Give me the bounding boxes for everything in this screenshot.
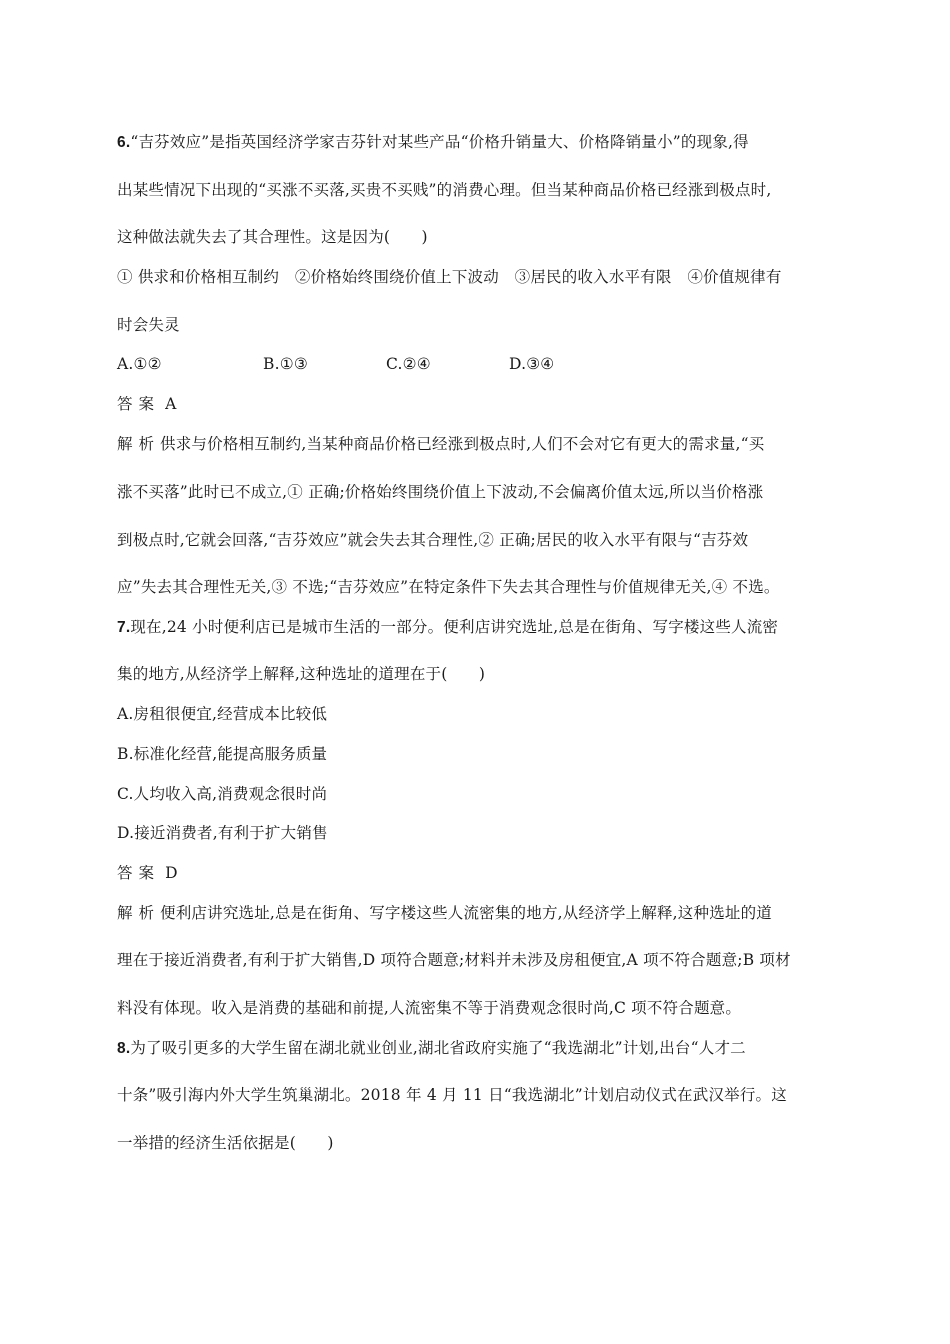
q6-analysis-text-1: 供求与价格相互制约,当某种商品价格已经涨到极点时,人们不会对它有更大的需求量,“买 (160, 435, 765, 453)
q6-stem-3: 这种做法就失去了其合理性。这是因为( ) (117, 228, 428, 246)
q6-answer-value: A (165, 395, 177, 413)
q7-answer-value: D (165, 864, 178, 882)
q6-answer (117, 394, 838, 414)
q7-analysis-2: 理在于接近消费者,有利于扩大销售,D 项符合题意;材料并未涉及房租便宜,A 项不符合题意;B 项材 (117, 951, 791, 969)
q7-analysis-label: 解析 (117, 904, 161, 922)
q6-statements-1: ① 供求和价格相互制约 ②价格始终围绕价值上下波动 ③居民的收入水平有限 ④价值规律有 (117, 268, 782, 286)
q6-analysis-label: 解析 (117, 435, 161, 453)
q7-stem-2: 集的地方,从经济学上解释,这种选址的道理在于( ) (117, 665, 486, 683)
q7-option-b: B.标准化经营,能提高服务质量 (117, 745, 328, 763)
q6-analysis-3: 到极点时,它就会回落,“吉芬效应”就会失去其合理性,② 正确;居民的收入水平有限与“吉芬效 (117, 531, 749, 549)
q7-analysis-text-1: 便利店讲究选址,总是在街角、写字楼这些人流密集的地方,从经济学上解释,这种选址的道 (160, 904, 772, 922)
q8-number: 8. (117, 1040, 131, 1057)
q8-stem-3: 一举措的经济生活依据是( ) (117, 1134, 334, 1152)
q6-option-c: C.②④ (386, 355, 431, 373)
q6-option-a: A.①② (117, 355, 162, 373)
q7-analysis-3: 料没有体现。收入是消费的基础和前提,人流密集不等于消费观念很时尚,C 项不符合题意。 (117, 999, 742, 1017)
q6-option-b: B.①③ (263, 355, 308, 373)
q7-analysis-1 (117, 903, 838, 923)
q6-answer-label: 答案 (117, 395, 161, 413)
q6-stem-1: “吉芬效应”是指英国经济学家吉芬针对某些产品“价格升销量大、价格降销量小”的现象,得 (130, 133, 749, 151)
q6-analysis-4: 应”失去其合理性无关,③ 不选;“吉芬效应”在特定条件下失去其合理性与价值规律无关,④ 不选。 (117, 578, 780, 596)
q8-stem-2: 十条”吸引海内外大学生筑巢湖北。2018 年 4 月 11 日“我选湖北”计划启动仪式在武汉举行。这 (117, 1086, 787, 1104)
q7-answer (117, 863, 838, 883)
q7-answer-label: 答案 (117, 864, 161, 882)
q6-statements-2: 时会失灵 (117, 316, 180, 334)
q6-line-1 (117, 132, 838, 153)
q6-option-d: D.③④ (509, 355, 555, 373)
q8-stem-1: 为了吸引更多的大学生留在湖北就业创业,湖北省政府实施了“我选湖北”计划,出台“人才二 (130, 1039, 746, 1057)
q8-line-1 (117, 1038, 838, 1059)
q7-option-d: D.接近消费者,有利于扩大销售 (117, 824, 328, 842)
q6-analysis-2: 涨不买落”此时已不成立,① 正确;价格始终围绕价值上下波动,不会偏离价值太远,所以当价格涨 (117, 483, 764, 501)
q6-number: 6. (117, 134, 131, 151)
q7-number: 7. (117, 619, 131, 636)
q7-option-c: C.人均收入高,消费观念很时尚 (117, 785, 328, 803)
q7-stem-1: 现在,24 小时便利店已是城市生活的一部分。便利店讲究选址,总是在街角、写字楼这些人流密 (130, 618, 779, 636)
q7-option-a: A.房租很便宜,经营成本比较低 (117, 705, 328, 723)
q7-line-1 (117, 617, 838, 638)
q6-analysis-1 (117, 434, 838, 454)
q6-stem-2: 出某些情况下出现的“买涨不买落,买贵不买贱”的消费心理。但当某种商品价格已经涨到极点时, (117, 181, 772, 199)
